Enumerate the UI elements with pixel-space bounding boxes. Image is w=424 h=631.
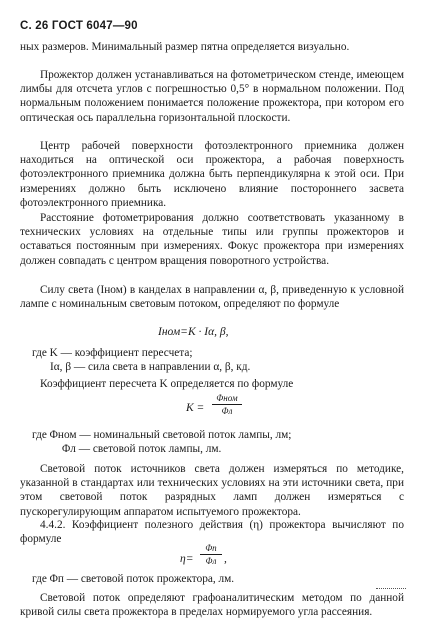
scan-mark [376, 584, 406, 589]
definition-phi-l: Φл — световой поток лампы, лм. [62, 443, 222, 455]
formula-k-fraction [212, 393, 242, 416]
formula-eta-tail: , [224, 553, 227, 565]
formula-eta-lhs: η= [180, 553, 194, 565]
page-header: С. 26 ГОСТ 6047—90 [20, 20, 138, 32]
fraction-denominator: Φл [221, 406, 233, 416]
fraction-numerator: Φп [205, 543, 217, 553]
formula-eta-fraction [200, 543, 222, 566]
paragraph-5: Силу света (Iном) в канделах в направлении α, β, приведенную к условной лампе с номинальным световым потоком, определяют по формуле [20, 284, 404, 311]
paragraph-4: Расстояние фотометрирования должно соответствовать указанному в технических условиях на отдельные типы или группы прожекторов и оставаться постоянным при измерениях. Фокус прожектора при измерениях должен совпадать с центром вращения поворотного устройства. [20, 212, 404, 267]
fraction-bar [200, 554, 222, 555]
paragraph-9: Световой поток определяют графоаналитическим методом по данной кривой силы света прожектора в пределах нормируемого угла рассеяния. [20, 592, 404, 619]
fraction-bar [212, 404, 242, 405]
definition-k: где K — коэффициент пересчета; [32, 347, 193, 359]
paragraph-6: Коэффициент пересчета K определяется по формуле [40, 378, 294, 390]
definition-i-alpha-beta: Iα, β — сила света в направлении α, β, кд. [50, 361, 251, 373]
paragraph-3: Центр рабочей поверхности фотоэлектронного приемника должен находиться на оптической оси прожектора, а рабочая поверхность фотоэлектронного приемника должна быть перпендикулярна к этой оси. При измерениях должно быть исключено влияние постороннего засвета фотоэлектронного приемника. [20, 140, 404, 209]
paragraph-2: Прожектор должен устанавливаться на фотометрическом стенде, имеющем лимбы для отсчета углов с погрешностью 0,5° в нормальном положении. Под нормальным положением понимается положение прожектора, при котором его оптическая ось параллельна горизонтальной плоскости. [20, 69, 404, 124]
definition-phi-p: где Φп — световой поток прожектора, лм. [32, 573, 235, 585]
formula-k-lhs: K = [186, 402, 205, 414]
formula-intensity: Iном=K · Iα, β, [158, 326, 229, 338]
paragraph-8: 4.4.2. Коэффициент полезного действия (η) прожектора вычисляют по формуле [20, 519, 404, 546]
fraction-denominator: Φл [205, 556, 217, 566]
fraction-numerator: Φном [216, 393, 238, 403]
paragraph-1: ных размеров. Минимальный размер пятна определяется визуально. [20, 41, 350, 53]
definition-phi-nom: где Φном — номинальный световой поток лампы, лм; [32, 429, 292, 441]
paragraph-7: Световой поток источников света должен измеряться по методике, указанной в стандартах или технических условиях на эти источники света, при этом световой поток разрядных ламп должен измеряться с пускорегулирующим аппаратом испытуемого прожектора. [20, 463, 404, 518]
